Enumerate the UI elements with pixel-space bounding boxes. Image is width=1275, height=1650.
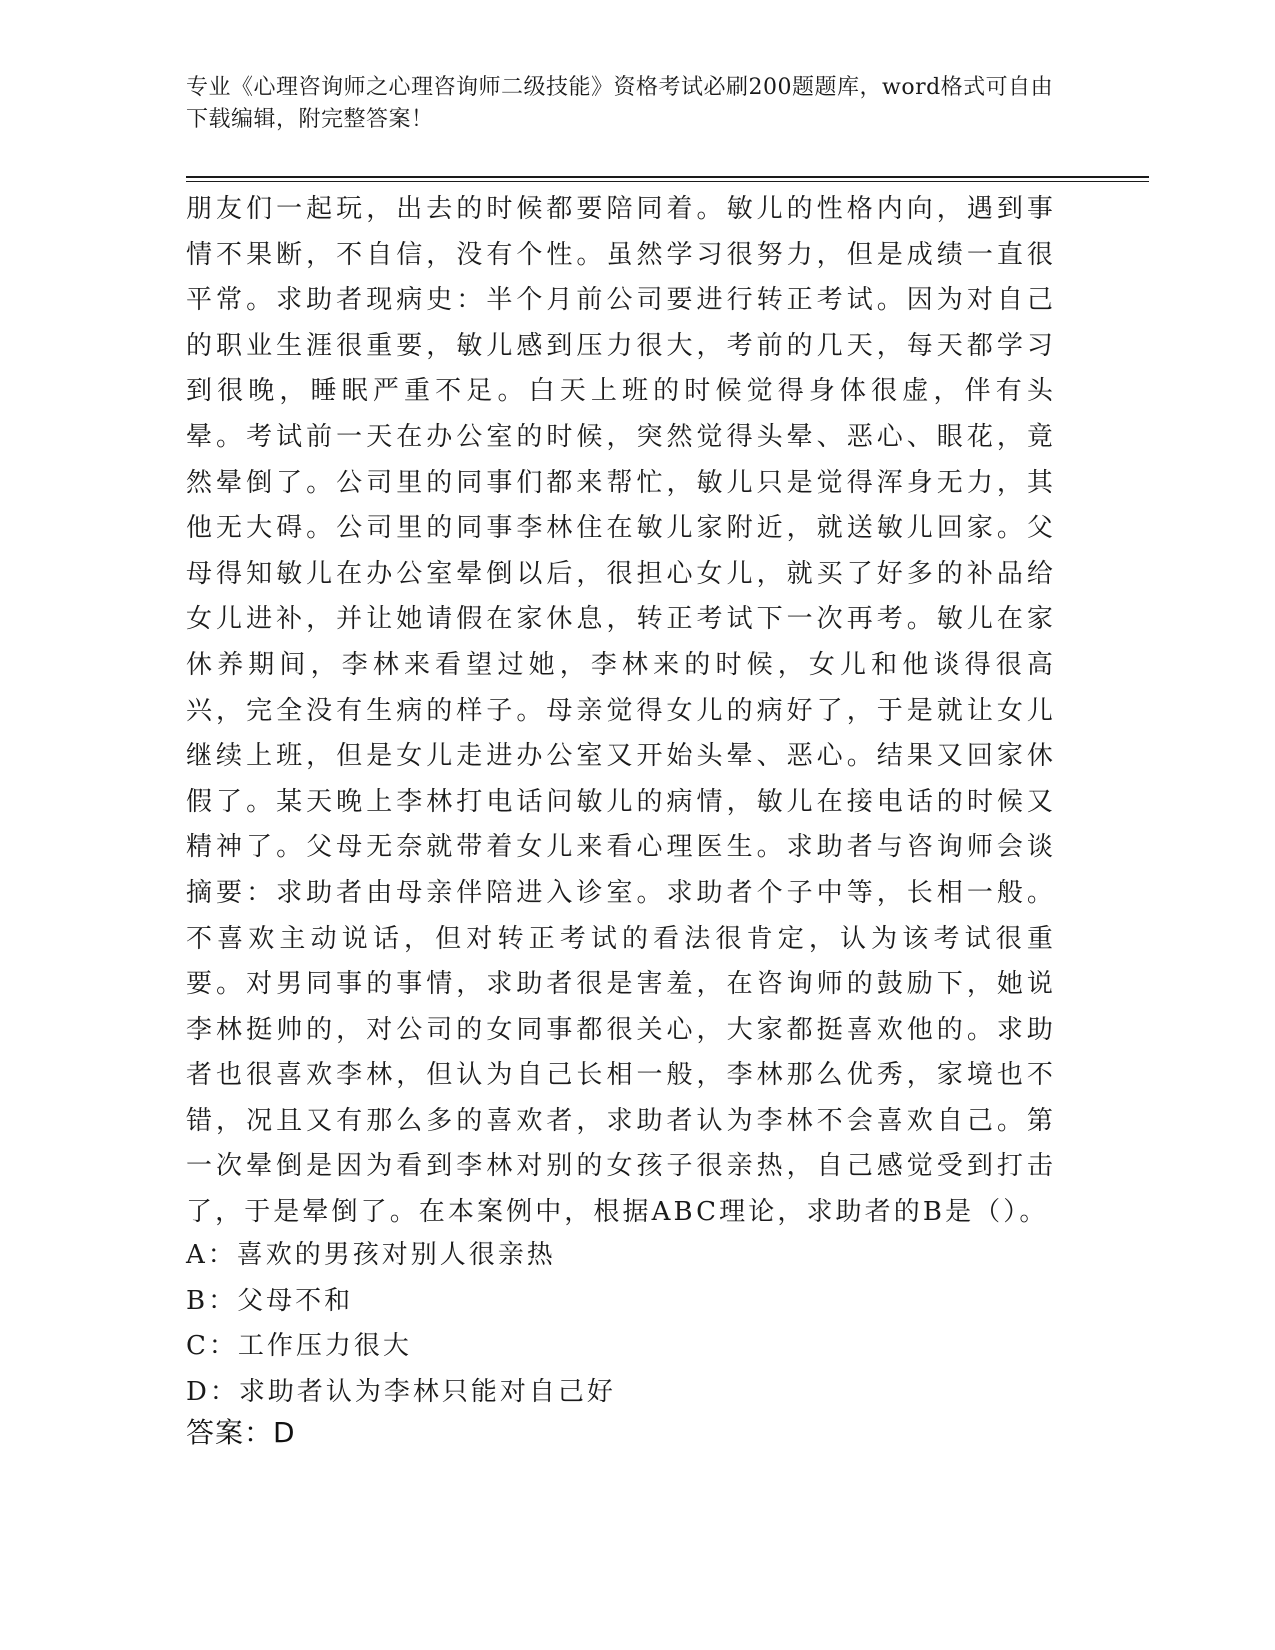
option-b: B：父母不和 xyxy=(186,1285,354,1316)
option-c: C：工作压力很大 xyxy=(186,1331,412,1362)
question-text: 朋友们一起玩，出去的时候都要陪同着。敏儿的性格内向，遇到事情不果断，不自信，没有个性。虽然学习很努力，但是成绩一直很平常。求助者现病史：半个月前公司要进行转正考试。因为对自己的职业生涯很重要，敏儿感到压力很大，考前的几天，每天都学习到很晚，睡眠严重不足。白天上班的时候觉得身体很虚，伴有头晕。考试前一天在办公室的时候，突然觉得头晕、恶心、眼花，竟然晕倒了。公司里的同事们都来帮忙，敏儿只是觉得浑身无力，其他无大碍。公司里的同事李林住在敏儿家附近，就送敏儿回家。父母得知敏儿在办公室晕倒以后，很担心女儿，就买了好多的补品给女儿进补，并让她请假在家休息，转正考试下一次再考。敏儿在家休养期间，李林来看望过她，李林来的时候，女儿和他谈得很高兴，完全没有生病的样子。母亲觉得女儿的病好了，于是就让女儿继续上班，但是女儿走进办公室又开始头晕、恶心。结果又回家休假了。某天晚上李林打电话问敏儿的病情，敏儿在接电话的时候又精神了。父母无奈就带着女儿来看心理医生。求助者与咨询师会谈摘要：求助者由母亲伴陪进入诊室。求助者个子中等，长相一般。不喜欢主动说话，但对转正考试的看法很肯定，认为该考试很重要。对男同事的事情，求助者很是害羞，在咨询师的鼓励下，她说李林挺帅的，对公司的女同事都很关心，大家都挺喜欢他的。求助者也很喜欢李林，但认为自己长相一般，李林那么优秀，家境也不错，况且又有那么多的喜欢者，求助者认为李林不会喜欢自己。第一次晕倒是因为看到李林对别的女孩子很亲热，自己感觉受到打击了，于是晕倒了。在本案例中，根据ABC理论，求助者的B是（）。 xyxy=(186,194,1056,1228)
option-d: D：求助者认为李林只能对自己好 xyxy=(186,1376,616,1407)
header-divider-thick xyxy=(186,176,1149,178)
header-divider-thin xyxy=(186,181,1149,182)
document-header: 专业《心理咨询师之心理咨询师二级技能》资格考试必刷200题题库，word格式可自由下载编辑，附完整答案！ xyxy=(186,75,1054,132)
options-list xyxy=(186,1233,1056,1415)
answer-line: 答案：D xyxy=(186,1416,296,1449)
option-a: A：喜欢的男孩对别人很亲热 xyxy=(186,1240,556,1270)
